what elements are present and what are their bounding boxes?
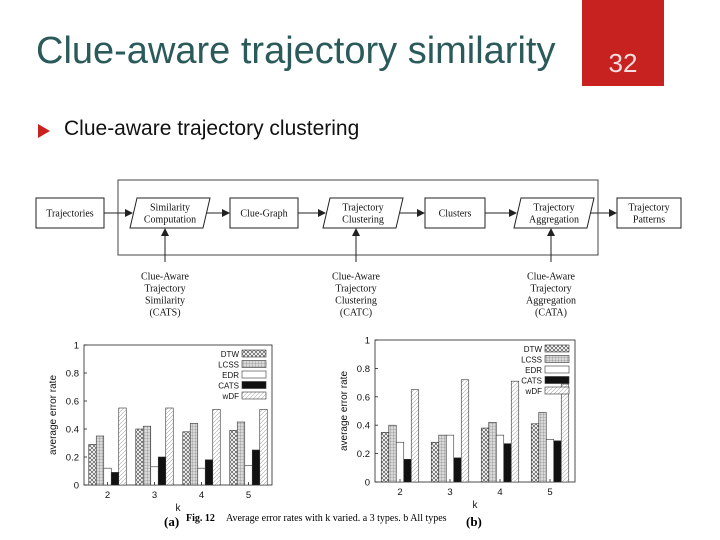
- legend-swatch-CATS: [545, 377, 569, 384]
- bar-DTW: [136, 429, 144, 485]
- flow-input-cata-line: Trajectory: [530, 283, 572, 295]
- flow-input-catc-line: Trajectory: [335, 283, 377, 295]
- legend-label-DTW: DTW: [523, 345, 542, 354]
- bar-DTW: [230, 430, 238, 485]
- bar-wDF: [461, 380, 469, 482]
- flow-input-cats-line: (CATS): [149, 307, 181, 319]
- flow-node-traj_clustering-label-line: Clustering: [342, 214, 384, 226]
- flow-input-cats-line: Clue-Aware: [141, 271, 189, 283]
- flow-node-clusters-label-line: Clusters: [438, 208, 472, 220]
- bar-EDR: [496, 435, 504, 482]
- bar-LCSS: [439, 435, 447, 482]
- flow-node-traj_clustering-label-line: Trajectory: [342, 202, 384, 214]
- flow-node-traj_patterns-label-line: Patterns: [632, 214, 666, 226]
- bar-wDF: [213, 409, 221, 485]
- figure-caption: [164, 513, 482, 529]
- legend-swatch-LCSS: [242, 361, 266, 368]
- y-tick-label: 0.8: [356, 363, 370, 375]
- caption-prefix: Fig. 12: [186, 513, 215, 524]
- bar-CATS: [158, 457, 166, 485]
- y-tick-label: 1: [73, 340, 79, 352]
- bar-LCSS: [489, 422, 497, 482]
- bar-CATS: [504, 444, 512, 482]
- legend-swatch-wDF: [242, 392, 266, 399]
- y-tick-label: 0.2: [65, 452, 79, 464]
- y-tick-label: 1: [364, 335, 370, 347]
- y-tick-label: 0.4: [356, 420, 370, 432]
- flow-input-cata-line: Clue-Aware: [527, 271, 575, 283]
- bar-wDF: [411, 390, 419, 482]
- legend-label-wDF: wDF: [222, 392, 239, 401]
- y-tick-label: 0.6: [356, 392, 370, 404]
- bar-LCSS: [96, 436, 104, 485]
- legend-swatch-DTW: [545, 345, 569, 352]
- y-tick-label: 0.6: [65, 396, 79, 408]
- bar-chart-a: [48, 341, 272, 515]
- x-tick-label: 2: [104, 490, 111, 501]
- legend-swatch-EDR: [242, 371, 266, 378]
- flow-input-cata-line: (CATA): [535, 307, 567, 319]
- flow-input-catc-line: (CATC): [339, 307, 373, 319]
- flow-node-traj_aggregation-label-line: Trajectory: [533, 202, 575, 214]
- flow-input-cata-line: Aggregation: [526, 295, 576, 307]
- caption-text: Average error rates with k varied. a 3 types. b All types: [226, 513, 447, 524]
- x-tick-label: 4: [198, 490, 205, 501]
- bar-DTW: [381, 432, 389, 482]
- bar-DTW: [183, 432, 191, 485]
- bar-LCSS: [190, 423, 198, 485]
- slide-number: 32: [608, 48, 638, 78]
- x-tick-label: 5: [245, 490, 252, 501]
- bar-DTW: [431, 442, 439, 482]
- legend-swatch-wDF: [545, 387, 569, 394]
- bar-CATS: [205, 460, 213, 485]
- bar-EDR: [396, 442, 404, 482]
- y-tick-label: 0.4: [65, 424, 79, 436]
- y-tick-label: 0.8: [65, 368, 79, 380]
- y-axis-label: average error rate: [339, 370, 350, 452]
- bar-DTW: [481, 428, 489, 482]
- flow-input-catc-line: Clustering: [335, 295, 377, 307]
- x-tick-label: 4: [497, 487, 503, 498]
- caption-label-b: (b): [466, 514, 482, 529]
- flow-node-traj_aggregation-label-line: Aggregation: [529, 214, 579, 226]
- y-axis-label: average error rate: [48, 374, 59, 456]
- bar-wDF: [166, 408, 174, 485]
- bar-CATS: [404, 459, 412, 482]
- legend-label-CATS: CATS: [218, 381, 239, 391]
- x-axis-label: k: [175, 503, 181, 514]
- legend-label-EDR: EDR: [222, 371, 239, 380]
- legend-swatch-DTW: [242, 350, 266, 357]
- y-tick-label: 0: [73, 480, 79, 492]
- legend-label-LCSS: LCSS: [218, 360, 239, 370]
- flow-input-cats-line: Similarity: [145, 295, 185, 307]
- bar-LCSS: [237, 422, 245, 485]
- bar-wDF: [511, 381, 519, 482]
- x-axis-label: k: [472, 500, 478, 511]
- x-tick-label: 3: [447, 487, 453, 498]
- flow-input-catc-line: Clue-Aware: [332, 271, 380, 283]
- bar-CATS: [554, 441, 562, 482]
- y-tick-label: 0.2: [356, 449, 370, 461]
- x-tick-label: 5: [547, 487, 553, 498]
- flow-node-similarity-label-line: Computation: [143, 214, 197, 226]
- x-tick-label: 2: [397, 487, 403, 498]
- legend-label-CATS: CATS: [521, 376, 542, 386]
- bar-LCSS: [143, 426, 151, 485]
- legend-label-EDR: EDR: [525, 366, 542, 375]
- legend-swatch-LCSS: [545, 356, 569, 363]
- slide-title: Clue-aware trajectory similarity: [36, 30, 556, 72]
- x-tick-label: 3: [151, 490, 158, 501]
- legend-label-wDF: wDF: [525, 387, 542, 396]
- flow-node-similarity-label-line: Similarity: [150, 202, 190, 214]
- bullet-text: Clue-aware trajectory clustering: [64, 117, 360, 140]
- bar-wDF: [260, 409, 268, 485]
- legend-label-DTW: DTW: [220, 350, 239, 359]
- caption-label-a: (a): [164, 514, 180, 529]
- bar-CATS: [252, 450, 260, 485]
- bar-CATS: [454, 458, 462, 482]
- bar-wDF: [561, 384, 569, 482]
- bar-DTW: [531, 424, 539, 482]
- bar-DTW: [89, 444, 97, 485]
- bar-EDR: [546, 439, 554, 482]
- bar-wDF: [119, 408, 127, 485]
- bar-LCSS: [539, 412, 547, 482]
- flow-diagram: [36, 180, 681, 319]
- y-tick-label: 0: [364, 477, 370, 489]
- legend-label-LCSS: LCSS: [521, 355, 542, 365]
- legend-swatch-CATS: [242, 382, 266, 389]
- bar-chart-b: [339, 336, 575, 512]
- flow-node-clue_graph-label-line: Clue-Graph: [240, 208, 288, 220]
- bar-CATS: [111, 472, 119, 485]
- bar-LCSS: [389, 425, 397, 482]
- flow-node-trajectories-label-line: Trajectories: [46, 208, 94, 220]
- flow-input-cats-line: Trajectory: [144, 283, 186, 295]
- bar-EDR: [446, 435, 454, 482]
- legend-swatch-EDR: [545, 366, 569, 373]
- flow-node-traj_patterns-label-line: Trajectory: [628, 202, 670, 214]
